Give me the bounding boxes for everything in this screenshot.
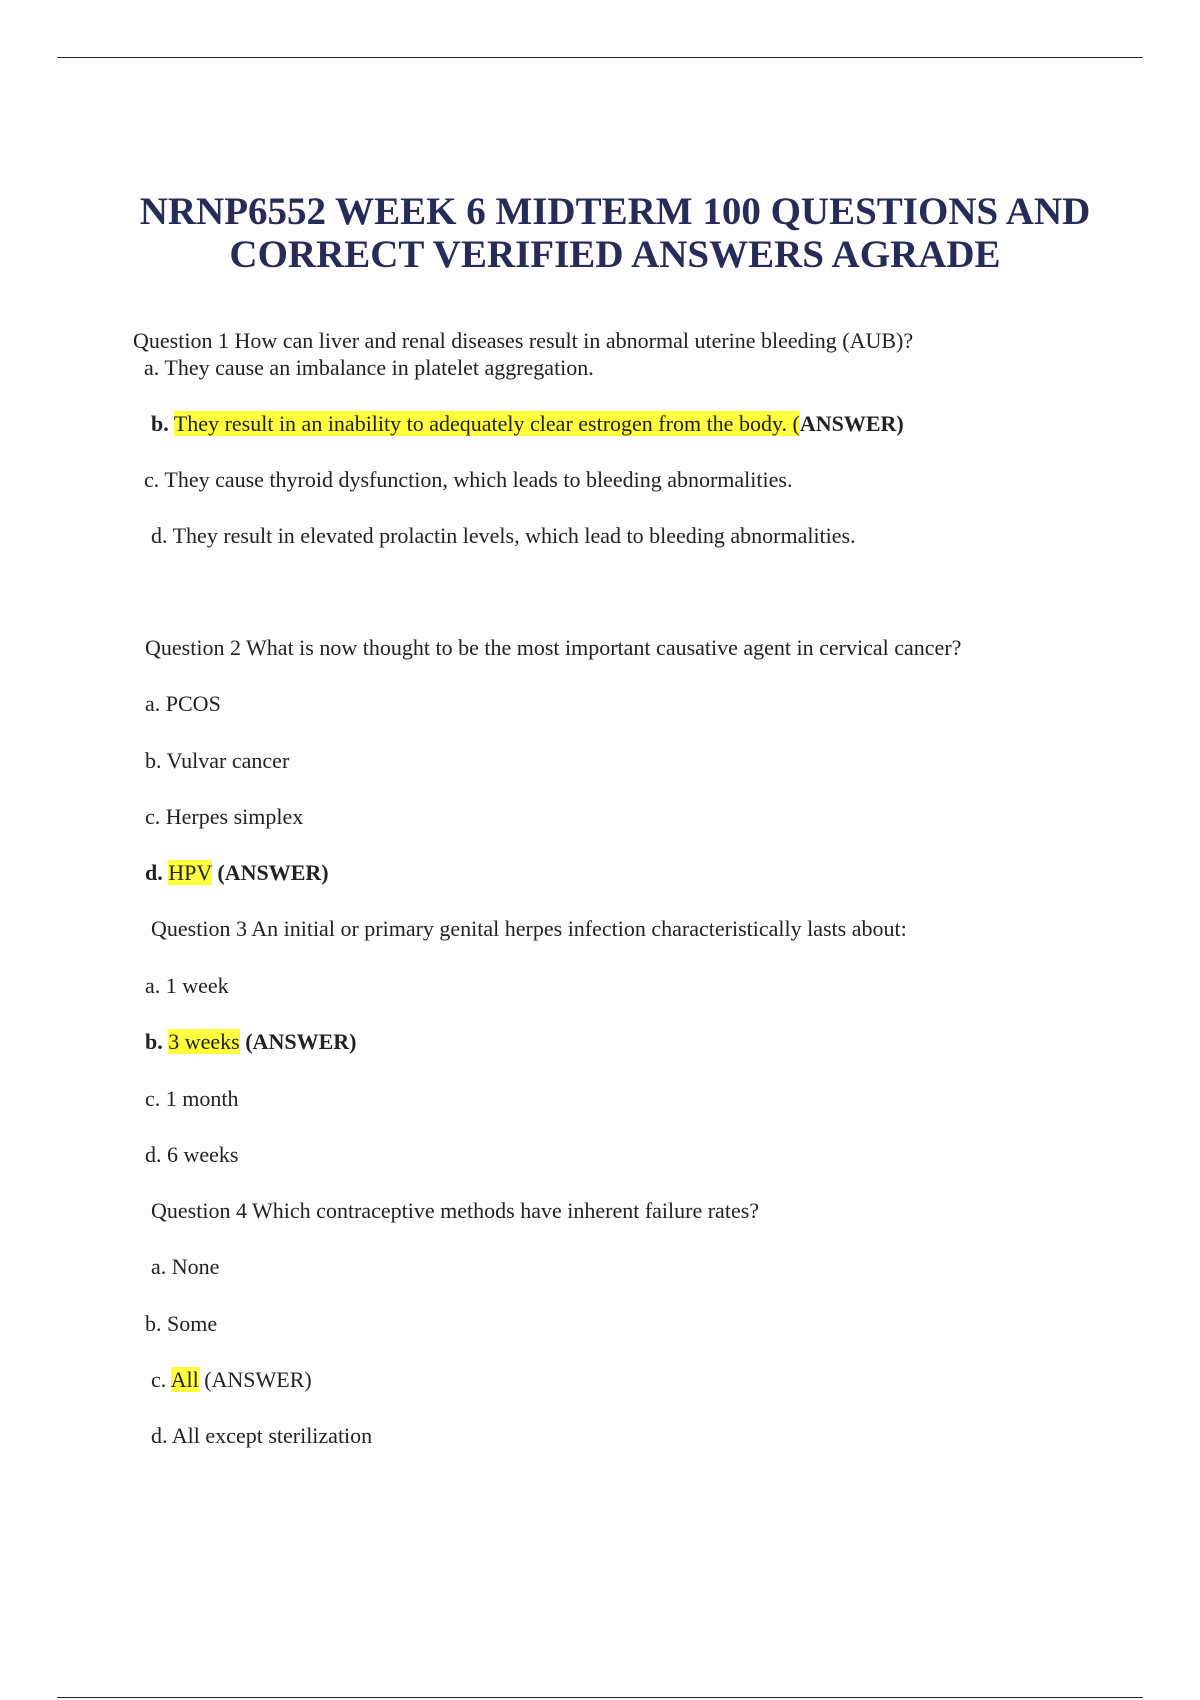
option-text: 1 week [165,973,229,998]
question-1-option-b [151,410,904,438]
question-1-option-a [144,354,594,382]
question-4-option-d [151,1422,372,1450]
question-3-text: Question 3 An initial or primary genital herpes infection characteristically lasts about: [151,916,907,941]
question-4-option-a [151,1253,219,1281]
option-letter: d. [151,1423,168,1448]
option-letter: a. [144,355,160,380]
option-text: PCOS [165,691,221,716]
answer-highlight: They result in an inability to adequately clear estrogen from the body. ( [173,411,800,436]
document-title [100,190,1130,276]
option-letter: d. [151,523,168,548]
question-3-option-a [145,972,229,1000]
option-text: 1 month [165,1086,239,1111]
option-letter: a. [145,973,161,998]
question-2-option-d [145,859,329,887]
question-2-option-b [145,747,289,775]
option-letter: b. [145,1311,162,1336]
answer-marker: (ANSWER) [217,860,329,885]
option-letter: b. [145,748,162,773]
question-3-option-b [145,1028,356,1056]
question-3-option-d [145,1141,238,1169]
option-letter: c. [145,1086,161,1111]
question-2-option-c [145,803,303,831]
answer-highlight: 3 weeks [168,1029,240,1054]
option-letter: b. [145,1029,163,1054]
option-text: None [171,1254,220,1279]
question-4-option-b [145,1310,217,1338]
question-2-text: Question 2 What is now thought to be the most important causative agent in cervical cancer? [145,635,962,660]
option-letter: c. [144,467,160,492]
option-text: They cause thyroid dysfunction, which leads to bleeding abnormalities. [164,467,793,492]
answer-marker: ANSWER) [799,411,904,436]
option-text: Some [167,1311,218,1336]
option-letter: a. [145,691,161,716]
answer-highlight: HPV [168,860,212,885]
option-text: Herpes simplex [165,804,304,829]
title-line-2: CORRECT VERIFIED ANSWERS AGRADE [229,233,1001,276]
option-letter: a. [151,1254,167,1279]
question-1-option-c [144,466,792,494]
question-1-option-d [151,522,856,550]
option-letter: c. [145,804,161,829]
answer-marker: (ANSWER) [204,1367,312,1392]
option-letter: c. [151,1367,167,1392]
answer-marker: (ANSWER) [245,1029,357,1054]
option-text: They cause an imbalance in platelet aggregation. [164,355,594,380]
option-text: 6 weeks [167,1142,239,1167]
option-letter: d. [145,860,163,885]
bottom-rule [57,1697,1143,1698]
question-2-option-a [145,690,221,718]
option-letter: b. [151,411,169,436]
question-3-option-c [145,1085,239,1113]
title-line-1: NRNP6552 WEEK 6 MIDTERM 100 QUESTIONS AND [139,190,1091,233]
answer-highlight: All [170,1367,199,1392]
option-letter: d. [145,1142,162,1167]
option-text: Vulvar cancer [166,748,290,773]
question-1-text: Question 1 How can liver and renal diseases result in abnormal uterine bleeding (AUB)? [133,328,914,353]
question-4-text: Question 4 Which contraceptive methods have inherent failure rates? [151,1198,760,1223]
top-rule [57,57,1143,58]
option-text: All except sterilization [171,1423,373,1448]
question-4-option-c [151,1366,312,1394]
option-text: They result in elevated prolactin levels, which lead to bleeding abnormalities. [172,523,856,548]
